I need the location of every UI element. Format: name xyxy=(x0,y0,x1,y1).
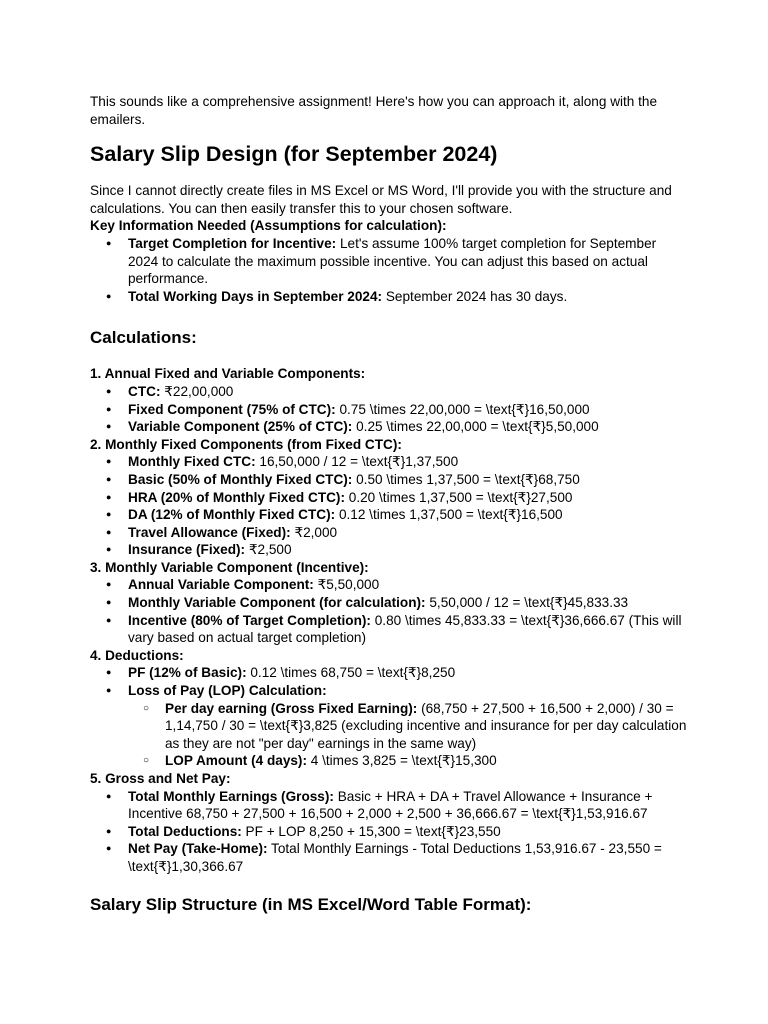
calculations-heading: Calculations: xyxy=(90,328,197,348)
item-label: Variable Component (25% of CTC): xyxy=(128,419,353,435)
item-label: Annual Variable Component: xyxy=(128,577,314,593)
section-title: 1. Annual Fixed and Variable Components: xyxy=(90,366,366,382)
item-label: Monthly Fixed CTC: xyxy=(128,454,256,470)
item-text: Basic + HRA + DA + Travel Allowance + Insurance + Incentive 68,750 + 27,500 + 16,500 + 2,000 + 2,500 + 36,666.67 = \text{₹}1,53,916.67 xyxy=(128,788,653,822)
item-label: LOP Amount (4 days): xyxy=(165,753,307,769)
item-label: Loss of Pay (LOP) Calculation: xyxy=(128,683,327,699)
item-text: 4 \times 3,825 = \text{₹}15,300 xyxy=(307,753,497,769)
item-text: 0.75 \times 22,00,000 = \text{₹}16,50,000 xyxy=(335,401,590,417)
item-text: 0.12 \times 1,37,500 = \text{₹}16,500 xyxy=(335,507,563,523)
list-item xyxy=(90,288,690,306)
section-list xyxy=(90,664,690,699)
item-text: ₹2,000 xyxy=(290,524,338,540)
item-label: Insurance (Fixed): xyxy=(128,542,246,558)
item-text: Total Monthly Earnings - Total Deductions 1,53,916.67 - 23,550 = \text{₹}1,30,366.67 xyxy=(128,841,662,874)
list-item xyxy=(90,453,690,471)
list-item xyxy=(90,383,690,401)
item-text: PF + LOP 8,250 + 15,300 = \text{₹}23,550 xyxy=(241,823,501,839)
sub-list-item xyxy=(128,752,690,770)
item-label: Total Working Days in September 2024: xyxy=(128,288,383,304)
list-item xyxy=(90,682,690,700)
item-label: Fixed Component (75% of CTC): xyxy=(128,401,336,417)
item-label: CTC: xyxy=(128,383,161,399)
list-item xyxy=(90,506,690,524)
list-item xyxy=(90,576,690,594)
item-text: ₹22,00,000 xyxy=(160,383,234,399)
item-text: 0.80 \times 45,833.33 = \text{₹}36,666.67 (This will vary based on actual target completion) xyxy=(128,612,682,646)
list-item xyxy=(90,471,690,489)
list-item xyxy=(90,401,690,419)
item-label: PF (12% of Basic): xyxy=(128,665,247,681)
item-text: Let's assume 100% target completion for September 2024 to calculate the maximum possible incentive. You can adjust this based on actual performance. xyxy=(128,235,657,287)
item-text: 5,50,000 / 12 = \text{₹}45,833.33 xyxy=(425,595,629,611)
item-text: 0.25 \times 22,00,000 = \text{₹}5,50,000 xyxy=(352,419,599,435)
item-text: 0.12 \times 68,750 = \text{₹}8,250 xyxy=(246,665,456,681)
section-list xyxy=(90,576,690,646)
section-sublist xyxy=(128,700,690,770)
list-item xyxy=(90,594,690,612)
intro-note-paragraph: Since I cannot directly create files in MS Excel or MS Word, I'll provide you with the structure and calculations. You can then easily transfer this to your chosen software. xyxy=(90,183,672,216)
list-item xyxy=(90,541,690,559)
intro-paragraph: This sounds like a comprehensive assignment! Here's how you can approach it, along with the emailers. xyxy=(90,94,658,127)
item-text: 0.50 \times 1,37,500 = \text{₹}68,750 xyxy=(352,471,580,487)
item-label: Net Pay (Take-Home): xyxy=(128,841,268,857)
item-label: HRA (20% of Monthly Fixed CTC): xyxy=(128,489,345,505)
item-label: Total Deductions: xyxy=(128,823,242,839)
item-text: 0.20 \times 1,37,500 = \text{₹}27,500 xyxy=(345,489,573,505)
item-text: (68,750 + 27,500 + 16,500 + 2,000) / 30 = 1,14,750 / 30 = \text{₹}3,825 (excluding incentive and insurance for per day calculation as they are not "per day" earnings in the same way) xyxy=(165,700,687,751)
list-item xyxy=(90,612,690,647)
section-title: 5. Gross and Net Pay: xyxy=(90,771,231,786)
item-label: Per day earning (Gross Fixed Earning): xyxy=(165,700,418,716)
item-label: Basic (50% of Monthly Fixed CTC): xyxy=(128,471,353,487)
section-list xyxy=(90,788,690,876)
item-label: Travel Allowance (Fixed): xyxy=(128,524,291,540)
list-item xyxy=(90,489,690,507)
section-title: 4. Deductions: xyxy=(90,647,184,663)
item-text: ₹2,500 xyxy=(245,542,292,558)
item-label: Target Completion for Incentive: xyxy=(128,235,337,251)
sub-list-item xyxy=(128,700,690,753)
list-item xyxy=(90,418,690,436)
page-title: Salary Slip Design (for September 2024) xyxy=(90,142,498,167)
section-list xyxy=(90,453,690,559)
item-text: 16,50,000 / 12 = \text{₹}1,37,500 xyxy=(255,454,459,470)
document-page xyxy=(90,93,690,916)
item-label: Monthly Variable Component (for calculation): xyxy=(128,595,426,611)
item-label: DA (12% of Monthly Fixed CTC): xyxy=(128,507,336,523)
section-title: 3. Monthly Variable Component (Incentive): xyxy=(90,559,369,575)
section-title: 2. Monthly Fixed Components (from Fixed CTC): xyxy=(90,436,402,452)
section-list xyxy=(90,383,690,436)
list-item xyxy=(90,664,690,682)
list-item xyxy=(90,235,690,288)
item-text: September 2024 has 30 days. xyxy=(382,288,568,304)
item-text: ₹5,50,000 xyxy=(313,577,380,593)
list-item xyxy=(90,823,690,841)
list-item xyxy=(90,840,690,875)
list-item xyxy=(90,524,690,542)
list-item xyxy=(90,788,690,823)
key-info-heading: Key Information Needed (Assumptions for calculation): xyxy=(90,218,447,234)
item-label: Incentive (80% of Target Completion): xyxy=(128,612,371,628)
item-label: Total Monthly Earnings (Gross): xyxy=(128,788,334,804)
key-info-list xyxy=(90,235,690,305)
salary-slip-structure-heading: Salary Slip Structure (in MS Excel/Word Table Format): xyxy=(90,894,532,914)
